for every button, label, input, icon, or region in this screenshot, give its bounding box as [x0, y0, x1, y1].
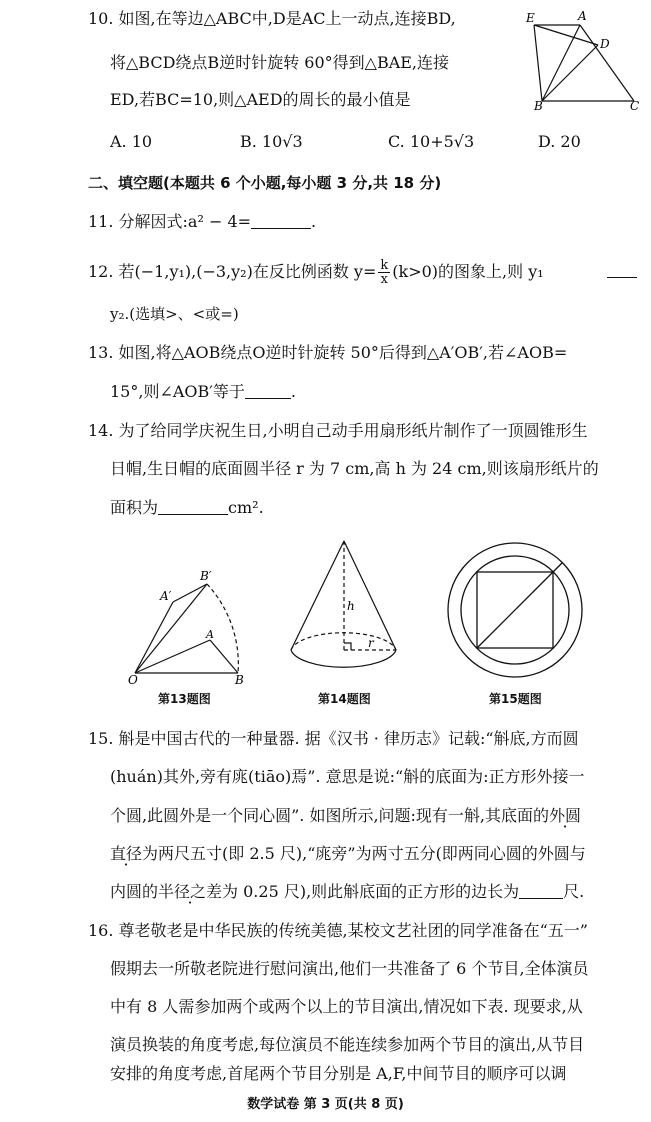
q11	[88, 211, 316, 233]
q10-label-c: C	[630, 99, 640, 110]
q16-line-4: 演员换装的角度考虑,每位演员不能连续参加两个节目的演出,从节目	[110, 1035, 585, 1054]
q13-answer-blank	[245, 384, 291, 399]
q15-line-5-pre: 内圆的	[110, 882, 159, 901]
q10-line-3: ED,若BC=10,则△AED的周长的最小值是	[110, 90, 411, 109]
q15-line-3	[110, 805, 581, 827]
q12-post: (k>0)的图象上,则 y₁	[392, 262, 544, 281]
q15-line-4	[110, 843, 586, 865]
q14-line-3	[110, 497, 264, 519]
q16-line-3: 中有 8 人需参加两个或两个以上的节目演出,情况如下表. 现要求,从	[110, 997, 583, 1016]
q15-end: 尺.	[563, 882, 585, 901]
q10-figure	[520, 8, 645, 110]
q15-line-5-post: 为 0.25 尺),则此斛底面的正方形的边长为	[222, 882, 520, 901]
q16-line-5: 安排的角度考虑,首尾两个节目分别是 A,F,中间节目的顺序可以调	[110, 1064, 567, 1083]
q12-denominator: x	[380, 272, 388, 287]
q12-line-2: y₂.(选填>、<或=)	[110, 305, 239, 323]
q10-line-2: 将△BCD绕点B逆时针旋转 60°得到△BAE,连接	[110, 53, 450, 72]
q10-label-d: D	[600, 37, 610, 51]
q11-answer-blank	[251, 214, 311, 229]
q14-line-3-text: 面积为	[110, 498, 159, 517]
fig13-caption: 第13题图	[158, 692, 211, 706]
fig13-label-o: O	[128, 673, 138, 685]
q10-label-a: A	[578, 9, 587, 23]
fig13-label-a: A	[206, 628, 214, 641]
fig15-caption: 第15题图	[489, 692, 542, 706]
q13-line-1: 13. 如图,将△AOB绕点O逆时针旋转 50°后得到△A′OB′,若∠AOB=	[88, 343, 568, 362]
q14-line-2: 日帽,生日帽的底面圆半径 r 为 7 cm,高 h 为 24 cm,则该扇形纸片的	[110, 459, 599, 478]
q16-line-1: 16. 尊老敬老是中华民族的传统美德,某校文艺社团的同学准备在“五一”	[88, 921, 588, 940]
q15-emphasis-outer-circle: 外圆	[549, 806, 582, 825]
fig13-label-b: B	[235, 673, 244, 685]
q15-line-4-text: 为两尺五寸(即 2.5 尺),“庣旁”为两寸五分(即两同心圆的外圆与	[142, 844, 586, 863]
q13-line-2-text: 15°,则∠AOB′等于	[110, 382, 245, 401]
q12-pre: 12. 若(−1,y₁),(−3,y₂)在反比例函数 y=	[88, 262, 377, 281]
fig13-label-b-prime: B′	[200, 570, 212, 583]
q14-end: cm².	[228, 498, 264, 517]
q14-line-1: 14. 为了给同学庆祝生日,小明自己动手用扇形纸片制作了一顶圆锥形生	[88, 421, 588, 440]
fig13-label-a-prime: A′	[160, 589, 172, 603]
q13-line-2	[110, 381, 296, 403]
q12-answer-blank	[607, 263, 637, 278]
q15-line-1: 15. 斛是中国古代的一种量器. 据《汉书 · 律历志》记载:“斛底,方而圆	[88, 729, 579, 748]
q12-numerator: k	[380, 258, 389, 273]
q15-line-5	[110, 881, 584, 903]
q14-answer-blank	[158, 500, 228, 515]
q15-emphasis-radius-diff: 半径之差	[158, 882, 223, 901]
q10-label-b: B	[534, 99, 543, 110]
q10-option-d: D. 20	[538, 132, 581, 151]
q10-line-1: 10. 如图,在等边△ABC中,D是AC上一动点,连接BD,	[88, 9, 456, 28]
fig15	[445, 540, 585, 680]
fig14	[282, 537, 407, 687]
q13-end: .	[290, 382, 297, 401]
fig13	[120, 570, 260, 685]
page-footer: 数学试卷 第 3 页(共 8 页)	[247, 1097, 404, 1112]
q12-line-1	[88, 259, 544, 286]
section-2-heading: 二、填空题(本题共 6 个小题,每小题 3 分,共 18 分)	[88, 174, 442, 192]
q15-answer-blank	[519, 884, 563, 899]
fig14-label-h: h	[347, 599, 355, 613]
q11-end: .	[311, 212, 317, 231]
q12-fraction	[378, 259, 390, 286]
q10-label-e: E	[526, 11, 535, 25]
q15-line-2: (huán)其外,旁有庣(tiāo)焉”. 意思是说:“斛的底面为:正方形外接一	[110, 767, 585, 786]
fig14-label-r: r	[368, 636, 374, 650]
q10-option-b: B. 10√3	[240, 132, 303, 151]
q10-option-a: A. 10	[110, 132, 153, 151]
q15-line-3-text: 个圆,此圆外是一个同心圆”. 如图所示,问题:现有一斛,其底面的	[110, 806, 550, 825]
fig14-caption: 第14题图	[318, 692, 371, 706]
q10-option-c: C. 10+5√3	[388, 132, 475, 151]
q15-emphasis-diameter: 直径	[110, 844, 143, 863]
q11-text: 11. 分解因式:a² − 4=	[88, 212, 252, 231]
q16-line-2: 假期去一所敬老院进行慰问演出,他们一共准备了 6 个节目,全体演员	[110, 959, 589, 978]
